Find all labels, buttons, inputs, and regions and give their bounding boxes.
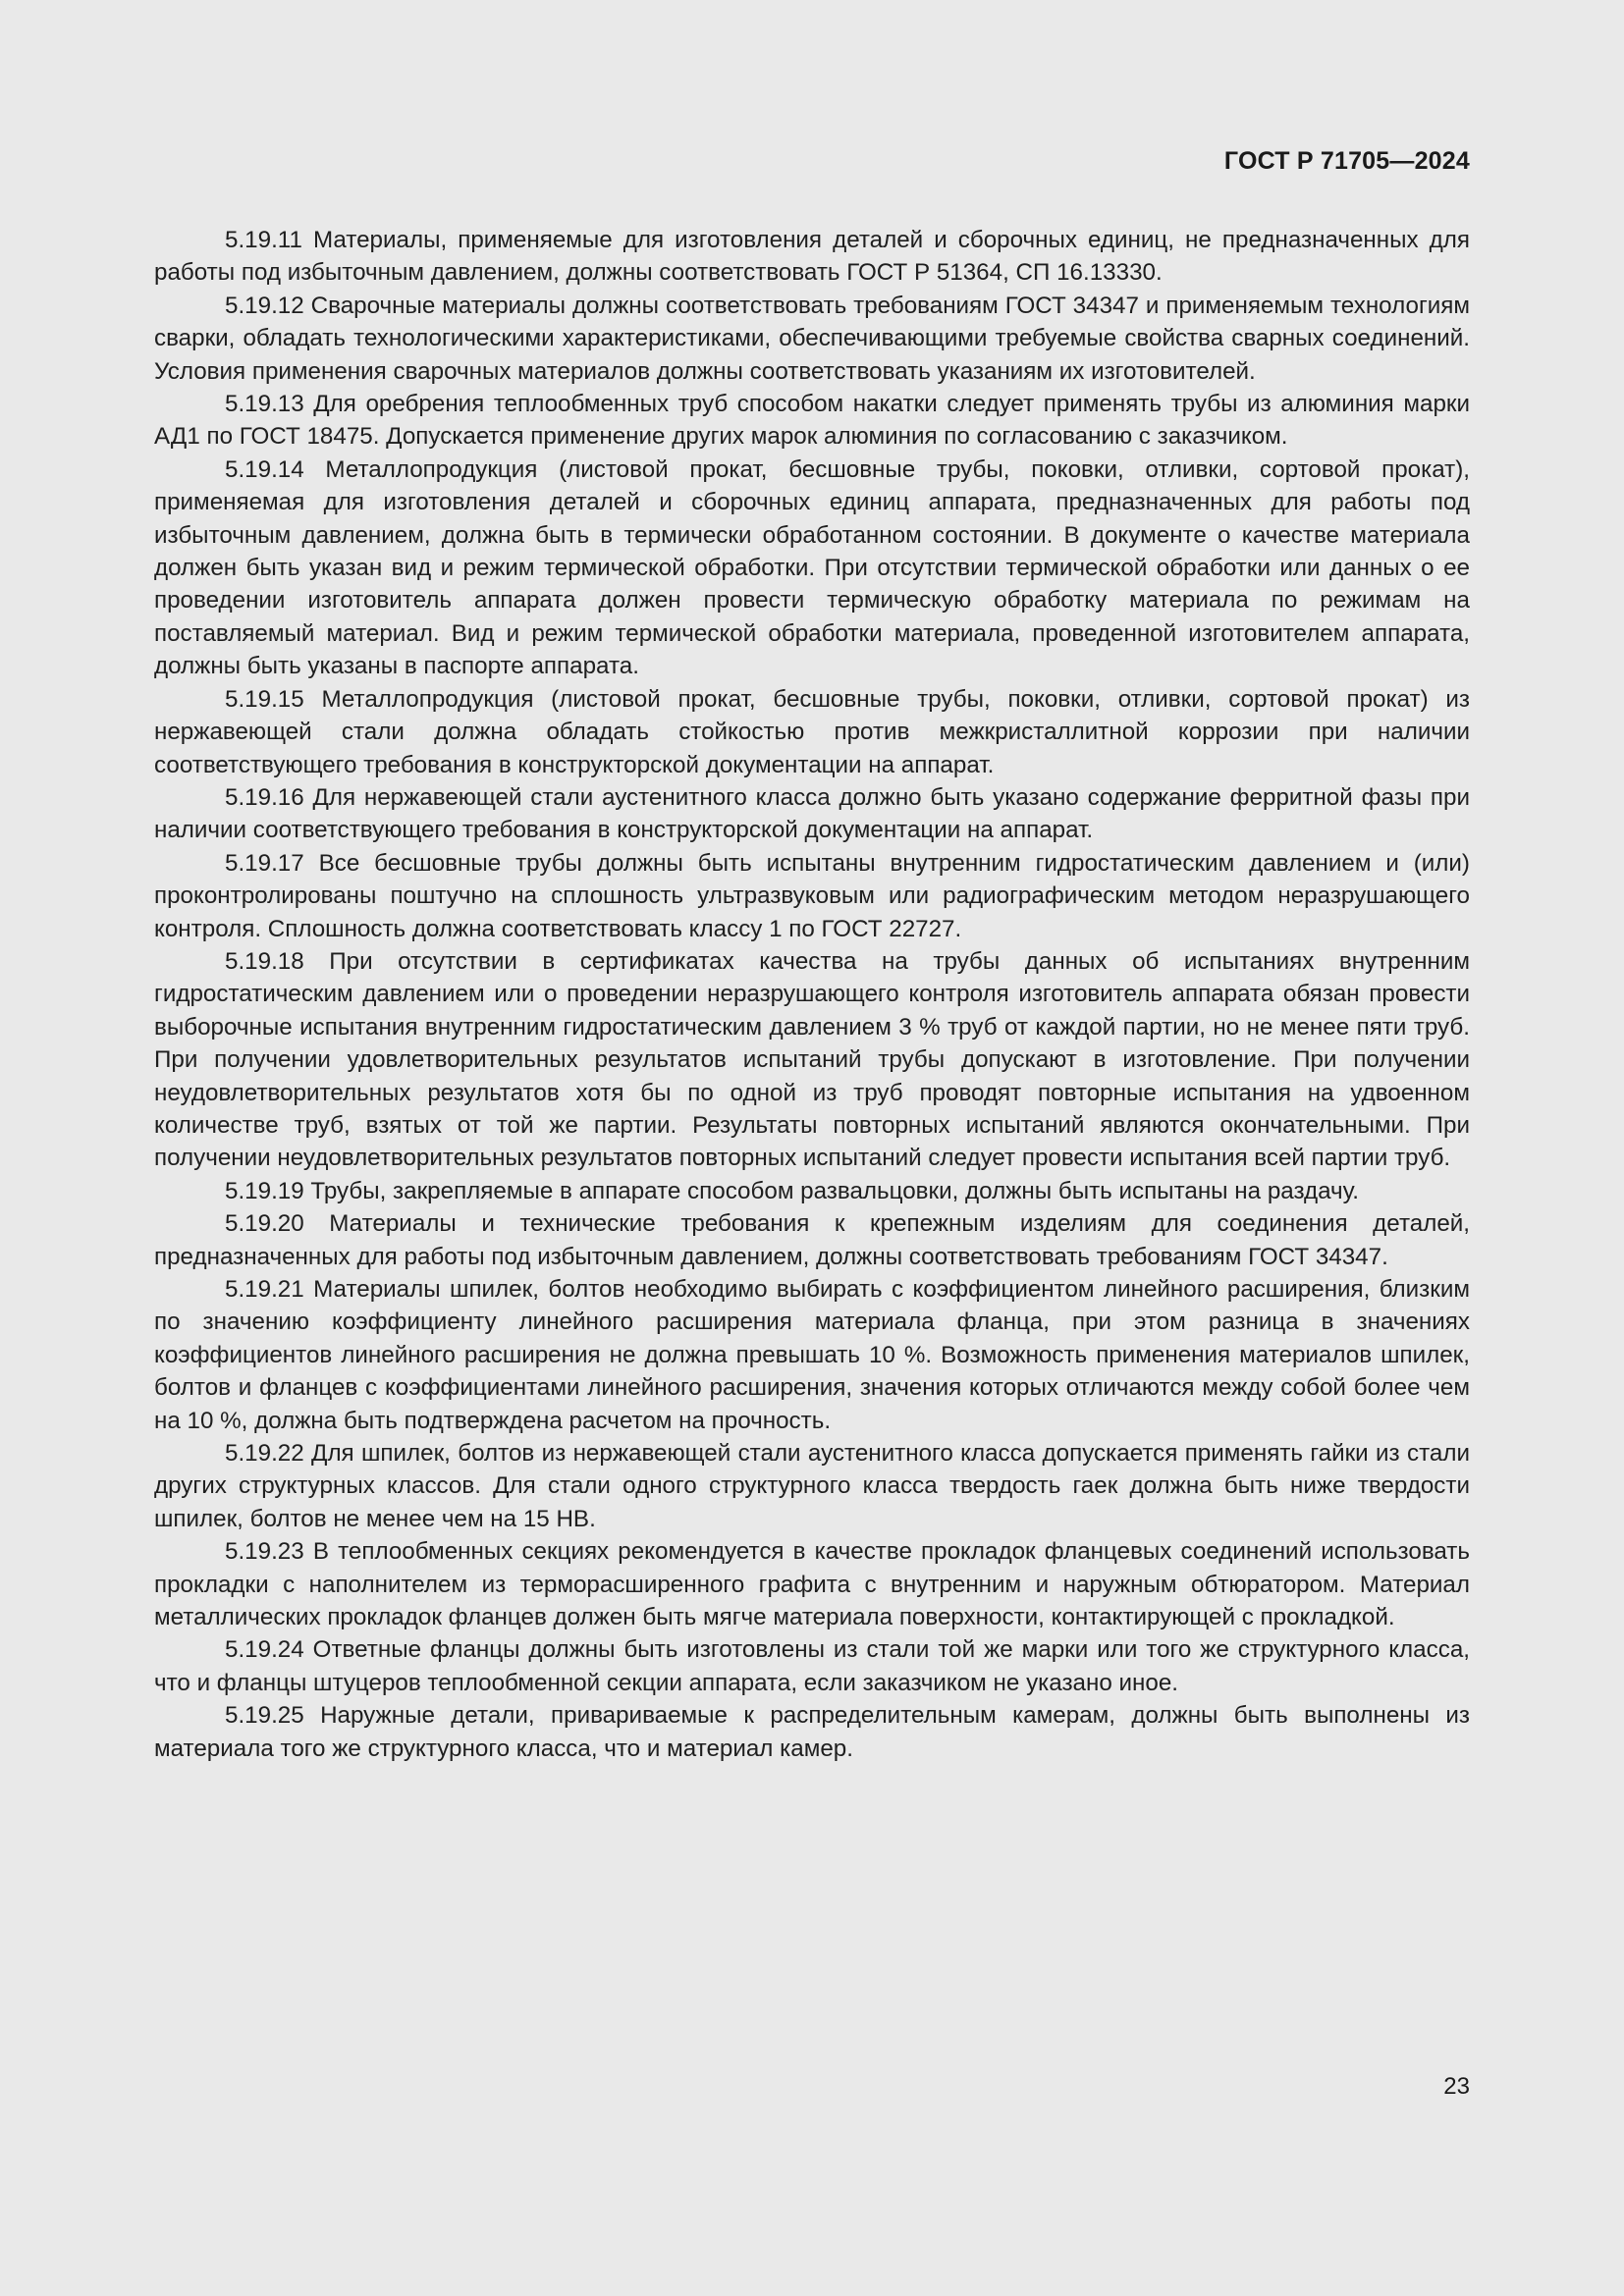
paragraph-5-19-11: 5.19.11 Материалы, применяемые для изготовления деталей и сборочных единиц, не предназначенных для работы под избыточным давлением, должны соответствовать ГОСТ Р 51364, СП 16.13330. bbox=[154, 227, 1470, 287]
paragraph-5-19-17: 5.19.17 Все бесшовные трубы должны быть испытаны внутренним гидростатическим давлением и (или) проконтролированы поштучно на сплошность ультразвуковым или радиографическим методом неразрушающего контроля. Сплошность должна соответствовать классу 1 по ГОСТ 22727. bbox=[154, 849, 1470, 942]
paragraph-5-19-19: 5.19.19 Трубы, закрепляемые в аппарате способом развальцовки, должны быть испытаны на раздачу. bbox=[225, 1177, 1360, 1204]
paragraph-5-19-15: 5.19.15 Металлопродукция (листовой прокат, бесшовные трубы, поковки, отливки, сортовой прокат) из нержавеющей стали должна обладать стойкостью против межкристаллитной коррозии при наличии соответствующего требования в конструкторской документации на аппарат. bbox=[154, 685, 1470, 778]
paragraph-5-19-14: 5.19.14 Металлопродукция (листовой прокат, бесшовные трубы, поковки, отливки, сортовой прокат), применяемая для изготовления деталей и сборочных единиц аппарата, предназначенных для работы под избыточным давлением, должна быть в термически обработанном состоянии. В документе о качестве материала должен быть указан вид и режим термической обработки. При отсутствии термической обработки или данных о ее проведении изготовитель аппарата должен провести термическую обработку материала по режимам на поставляемый материал. Вид и режим термической обработки материала, проведенной изготовителем аппарата, должны быть указаны в паспорте аппарата. bbox=[154, 455, 1470, 680]
document-body bbox=[154, 224, 1470, 1765]
standard-header: ГОСТ Р 71705—2024 bbox=[1223, 147, 1470, 175]
paragraph-5-19-12: 5.19.12 Сварочные материалы должны соответствовать требованиям ГОСТ 34347 и применяемым технологиям сварки, обладать технологическими характеристиками, обеспечивающими требуемые свойства сварных соединений. Условия применения сварочных материалов должны соответствовать указаниям их изготовителей. bbox=[154, 292, 1470, 385]
paragraph-5-19-21: 5.19.21 Материалы шпилек, болтов необходимо выбирать с коэффициентом линейного расширения, близким по значению коэффициенту линейного расширения материала фланца, при этом разница в значениях коэффициентов линейного расширения не должна превышать 10 %. Возможность применения материалов шпилек, болтов и фланцев с коэффициентами линейного расширения, значения которых отличаются между собой более чем на 10 %, должна быть подтверждена расчетом на прочность. bbox=[154, 1276, 1470, 1434]
page-number: 23 bbox=[1443, 2073, 1470, 2100]
paragraph-5-19-22: 5.19.22 Для шпилек, болтов из нержавеющей стали аустенитного класса допускается применять гайки из стали других структурных классов. Для стали одного структурного класса твердость гаек должна быть ниже твердости шпилек, болтов не менее чем на 15 НВ. bbox=[154, 1440, 1470, 1532]
paragraph-5-19-25: 5.19.25 Наружные детали, привариваемые к распределительным камерам, должны быть выполнены из материала того же структурного класса, что и материал камер. bbox=[154, 1702, 1470, 1762]
paragraph-5-19-24: 5.19.24 Ответные фланцы должны быть изготовлены из стали той же марки или того же структурного класса, что и фланцы штуцеров теплообменной секции аппарата, если заказчиком не указано иное. bbox=[154, 1636, 1470, 1696]
paragraph-5-19-18: 5.19.18 При отсутствии в сертификатах качества на трубы данных об испытаниях внутренним гидростатическим давлением или о проведении неразрушающего контроля изготовитель аппарата обязан провести выборочные испытания внутренним гидростатическим давлением 3 % труб от каждой партии, но не менее пяти труб. При получении удовлетворительных результатов испытаний трубы допускают в изготовление. При получении неудовлетворительных результатов хотя бы по одной из труб проводят повторные испытания на удвоенном количестве труб, взятых от той же партии. Результаты повторных испытаний являются окончательными. При получении неудовлетворительных результатов повторных испытаний следует провести испытания всей партии труб. bbox=[154, 947, 1470, 1172]
paragraph-5-19-13: 5.19.13 Для оребрения теплообменных труб способом накатки следует применять трубы из алюминия марки АД1 по ГОСТ 18475. Допускается применение других марок алюминия по согласованию с заказчиком. bbox=[154, 391, 1470, 451]
paragraph-5-19-20: 5.19.20 Материалы и технические требования к крепежным изделиям для соединения деталей, предназначенных для работы под избыточным давлением, должны соответствовать требованиям ГОСТ 34347. bbox=[154, 1210, 1470, 1270]
paragraph-5-19-23: 5.19.23 В теплообменных секциях рекомендуется в качестве прокладок фланцевых соединений использовать прокладки с наполнителем из терморасширенного графита с внутренним и наружным обтюратором. Материал металлических прокладок фланцев должен быть мягче материала поверхности, контактирующей с прокладкой. bbox=[154, 1538, 1470, 1631]
paragraph-5-19-16: 5.19.16 Для нержавеющей стали аустенитного класса должно быть указано содержание ферритной фазы при наличии соответствующего требования в конструкторской документации на аппарат. bbox=[154, 783, 1470, 844]
